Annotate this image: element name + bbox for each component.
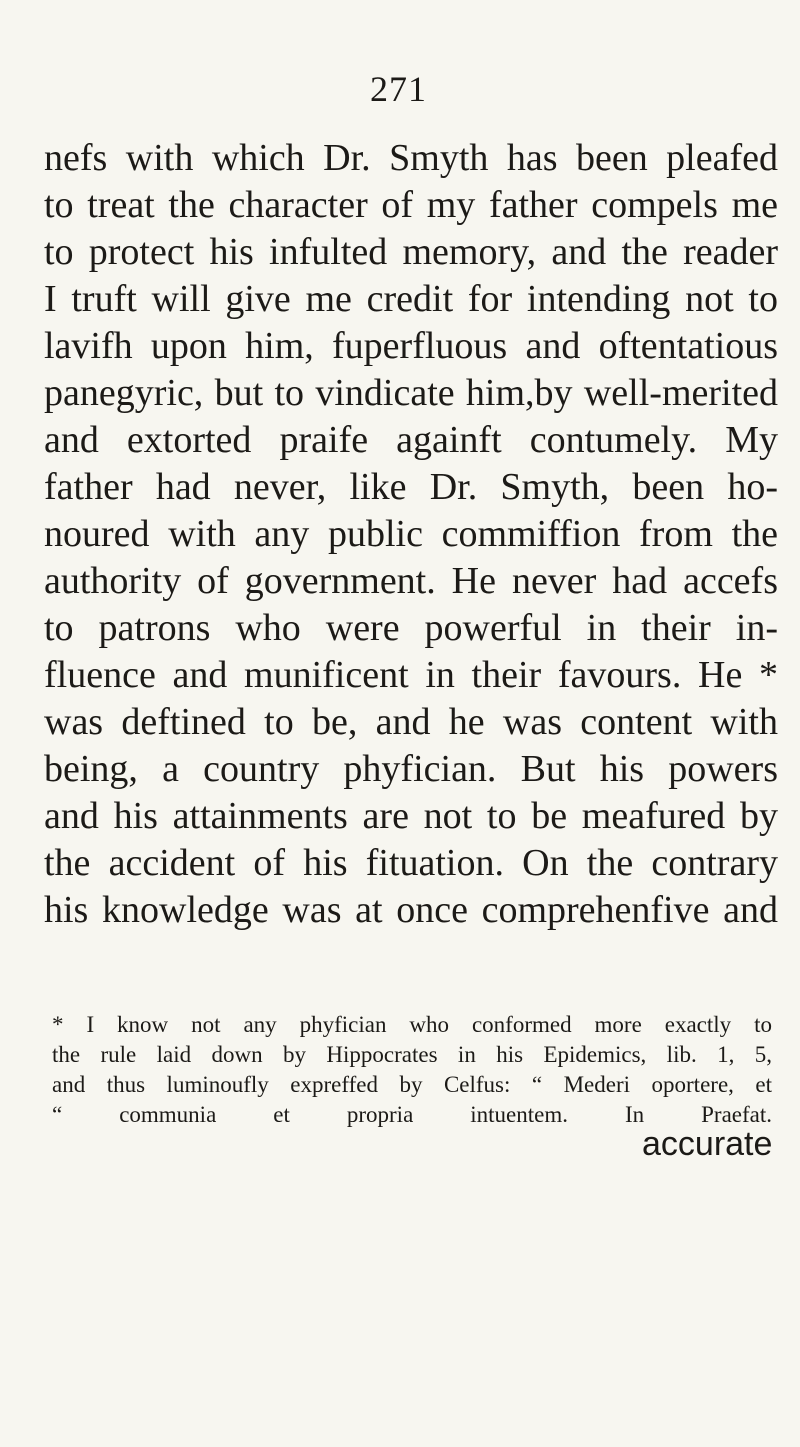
- text-line: I truft will give me credit for intending not to: [44, 278, 778, 320]
- text-line: authority of government. He never had accefs: [44, 560, 778, 602]
- text-line: lavifh upon him, fuperfluous and oftentatious: [44, 325, 778, 367]
- text-line: noured with any public commiffion from the: [44, 513, 778, 555]
- text-line: to patrons who were powerful in their in-: [44, 607, 778, 649]
- footnote-line: and thus luminoufly expreffed by Celfus: “ Mederi oportere, et: [52, 1072, 772, 1097]
- text-line: being, a country phyfician. But his powers: [44, 748, 778, 790]
- text-line: to protect his infulted memory, and the reader: [44, 231, 778, 273]
- footnote-line: “ communia et propria intuentem. In Praefat.: [52, 1102, 772, 1127]
- footnote-line: the rule laid down by Hippocrates in his Epidemics, lib. 1, 5,: [52, 1042, 772, 1067]
- footnote: [52, 1010, 772, 1130]
- body-text: [44, 135, 778, 934]
- text-line: panegyric, but to vindicate him,by well-merited: [44, 372, 778, 414]
- text-line: his knowledge was at once comprehenfive and: [44, 889, 778, 931]
- text-line: and extorted praife againft contumely. My: [44, 419, 778, 461]
- footnote-line: * I know not any phyfician who conformed more exactly to: [52, 1012, 772, 1037]
- catchword: accurate: [642, 1125, 773, 1163]
- text-line: to treat the character of my father compels me: [44, 184, 778, 226]
- text-line: nefs with which Dr. Smyth has been pleafed: [44, 137, 778, 179]
- page-number: 271: [370, 69, 427, 109]
- text-line: father had never, like Dr. Smyth, been ho-: [44, 466, 778, 508]
- text-line: was deftined to be, and he was content with: [44, 701, 778, 743]
- text-line: fluence and munificent in their favours. He *: [44, 654, 778, 696]
- text-line: the accident of his fituation. On the contrary: [44, 842, 778, 884]
- text-line: and his attainments are not to be meafured by: [44, 795, 778, 837]
